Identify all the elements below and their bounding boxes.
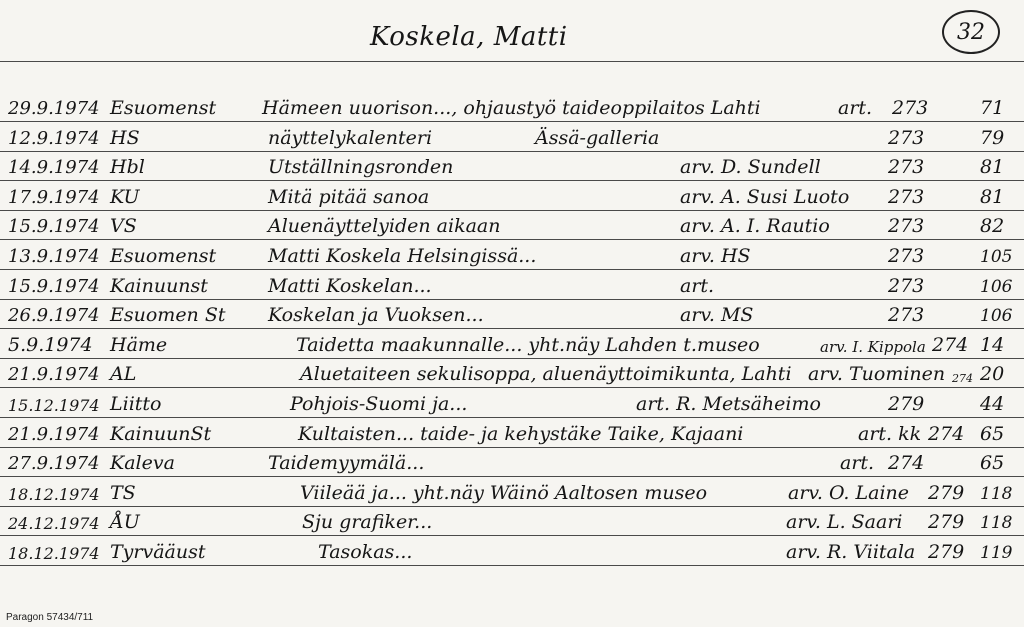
entry-vol: 273 — [888, 186, 925, 208]
entry-vol: 279 — [928, 482, 965, 504]
entry-row — [0, 122, 1024, 151]
card-title: Koskela, Matti — [370, 22, 568, 52]
entry-page: 119 — [980, 543, 1013, 563]
entry-paper: KainuunSt — [110, 423, 212, 445]
entry-row — [0, 210, 1024, 239]
entry-paper: Kaleva — [110, 452, 175, 474]
entry-text: näyttelykalenteri — [268, 127, 433, 149]
entry-date: 14.9.1974 — [8, 157, 100, 178]
entry-page: 106 — [980, 306, 1013, 326]
entry-date: 15.12.1974 — [8, 396, 100, 415]
entry-text: Mitä pitää sanoa — [268, 186, 430, 208]
entry-row — [0, 181, 1024, 210]
entry-paper: Häme — [110, 334, 168, 356]
entry-text: Koskelan ja Vuoksen... — [268, 304, 484, 326]
entry-vol: 273 — [888, 245, 925, 267]
card-number: 32 — [942, 10, 1000, 54]
entry-page: 65 — [980, 452, 1005, 474]
entry-vol: 274 — [888, 452, 925, 474]
entry-paper: VS — [110, 215, 137, 237]
entry-author: arv. I. Kippola — [820, 338, 926, 356]
entry-text: Taidetta maakunnalle... yht.näy Lahden t.museo — [296, 334, 760, 356]
entry-author: art. — [680, 275, 715, 297]
entry-author: art. R. Metsäheimo — [636, 393, 821, 415]
entry-date: 24.12.1974 — [8, 514, 100, 533]
entry-author: arv. A. I. Rautio — [680, 215, 830, 237]
entry-paper: Esuomen St — [110, 304, 226, 326]
entry-page: 14 — [980, 334, 1005, 356]
entry-vol: 274 — [932, 334, 969, 356]
entry-date: 12.9.1974 — [8, 128, 100, 149]
entry-page: 105 — [980, 247, 1013, 267]
entry-author: art. — [838, 97, 873, 119]
entry-date: 29.9.1974 — [8, 98, 100, 119]
entry-page: 81 — [980, 156, 1005, 178]
entry-author: arv. O. Laine — [788, 482, 910, 504]
entry-text: Pohjois-Suomi ja... — [290, 393, 468, 415]
entry-author: art. — [840, 452, 875, 474]
entry-date: 17.9.1974 — [8, 187, 100, 208]
entry-page: 79 — [980, 127, 1005, 149]
entry-page: 106 — [980, 277, 1013, 297]
entry-author: Ässä-galleria — [535, 127, 660, 149]
entry-author: art. kk — [858, 423, 922, 445]
entry-paper: HS — [110, 127, 140, 149]
entry-row — [0, 240, 1024, 269]
entry-date: 13.9.1974 — [8, 246, 100, 267]
entry-paper: KU — [110, 186, 140, 208]
entry-text: Hämeen uuorison..., ohjaustyö taideoppilaitos Lahti — [262, 97, 761, 119]
entry-text: Utställningsronden — [268, 156, 454, 178]
entry-paper: Kainuunst — [110, 275, 208, 297]
entry-row — [0, 358, 1024, 387]
entry-page: 71 — [980, 97, 1005, 119]
entry-date: 26.9.1974 — [8, 305, 100, 326]
entry-paper: ÅU — [110, 511, 140, 533]
entry-text: Kultaisten... taide- ja kehystäke Taike, Kajaani — [298, 423, 744, 445]
entry-date: 21.9.1974 — [8, 364, 100, 385]
header-rule — [0, 61, 1024, 62]
entry-text: Tasokas... — [318, 541, 413, 563]
entry-vol: 273 — [888, 215, 925, 237]
entry-text: Aluenäyttelyiden aikaan — [268, 215, 501, 237]
entry-text: Viileää ja... yht.näy Wäinö Aaltosen museo — [300, 482, 708, 504]
entry-paper: Esuomenst — [110, 245, 217, 267]
entry-vol: 273 — [888, 127, 925, 149]
entry-vol: 274 — [928, 423, 965, 445]
entry-vol: 273 — [888, 275, 925, 297]
entry-vol: 279 — [928, 541, 965, 563]
entry-vol: 274 — [952, 372, 973, 385]
entry-text: Aluetaiteen sekulisoppa, aluenäyttoimikunta, Lahti — [300, 363, 792, 385]
entry-author: arv. D. Sundell — [680, 156, 821, 178]
entry-row — [0, 299, 1024, 328]
entry-page: 81 — [980, 186, 1005, 208]
entry-text: Sju grafiker... — [302, 511, 433, 533]
entry-paper: Tyrvääust — [110, 541, 206, 563]
entry-row — [0, 447, 1024, 476]
entry-text: Matti Koskelan... — [268, 275, 432, 297]
entry-row — [0, 151, 1024, 180]
entry-date: 5.9.1974 — [8, 334, 93, 356]
entry-text: Matti Koskela Helsingissä... — [268, 245, 537, 267]
entry-page: 118 — [980, 484, 1013, 504]
entry-page: 65 — [980, 423, 1005, 445]
entry-row — [0, 270, 1024, 299]
card-footer: Paragon 57434/711 — [6, 612, 94, 623]
entry-text: Taidemyymälä... — [268, 452, 425, 474]
entry-vol: 279 — [928, 511, 965, 533]
entry-row — [0, 418, 1024, 447]
entry-date: 27.9.1974 — [8, 453, 100, 474]
entry-date: 18.12.1974 — [8, 485, 100, 504]
entry-author: arv. HS — [680, 245, 751, 267]
entry-vol: 279 — [888, 393, 925, 415]
entry-author: arv. MS — [680, 304, 754, 326]
entry-row — [0, 536, 1024, 565]
entry-author: arv. A. Susi Luoto — [680, 186, 850, 208]
entry-date: 15.9.1974 — [8, 276, 100, 297]
entry-page: 44 — [980, 393, 1005, 415]
ruled-line — [0, 565, 1024, 566]
entry-paper: Esuomenst — [110, 97, 217, 119]
entry-row — [0, 329, 1024, 358]
entry-date: 21.9.1974 — [8, 424, 100, 445]
entry-author: arv. L. Saari — [786, 511, 903, 533]
entry-row — [0, 477, 1024, 506]
entry-row — [0, 92, 1024, 121]
entry-vol: 273 — [888, 156, 925, 178]
entry-row — [0, 388, 1024, 417]
entry-paper: Liitto — [110, 393, 162, 415]
entry-page: 118 — [980, 513, 1013, 533]
entry-paper: AL — [110, 363, 137, 385]
entry-date: 18.12.1974 — [8, 544, 100, 563]
entry-vol: 273 — [892, 97, 929, 119]
entry-vol: 273 — [888, 304, 925, 326]
entry-paper: Hbl — [110, 156, 145, 178]
entry-row — [0, 506, 1024, 535]
entry-date: 15.9.1974 — [8, 216, 100, 237]
entry-page: 20 — [980, 363, 1005, 385]
entry-author: arv. Tuominen — [808, 363, 946, 385]
entry-author: arv. R. Viitala — [786, 541, 916, 563]
entry-paper: TS — [110, 482, 136, 504]
entry-page: 82 — [980, 215, 1005, 237]
